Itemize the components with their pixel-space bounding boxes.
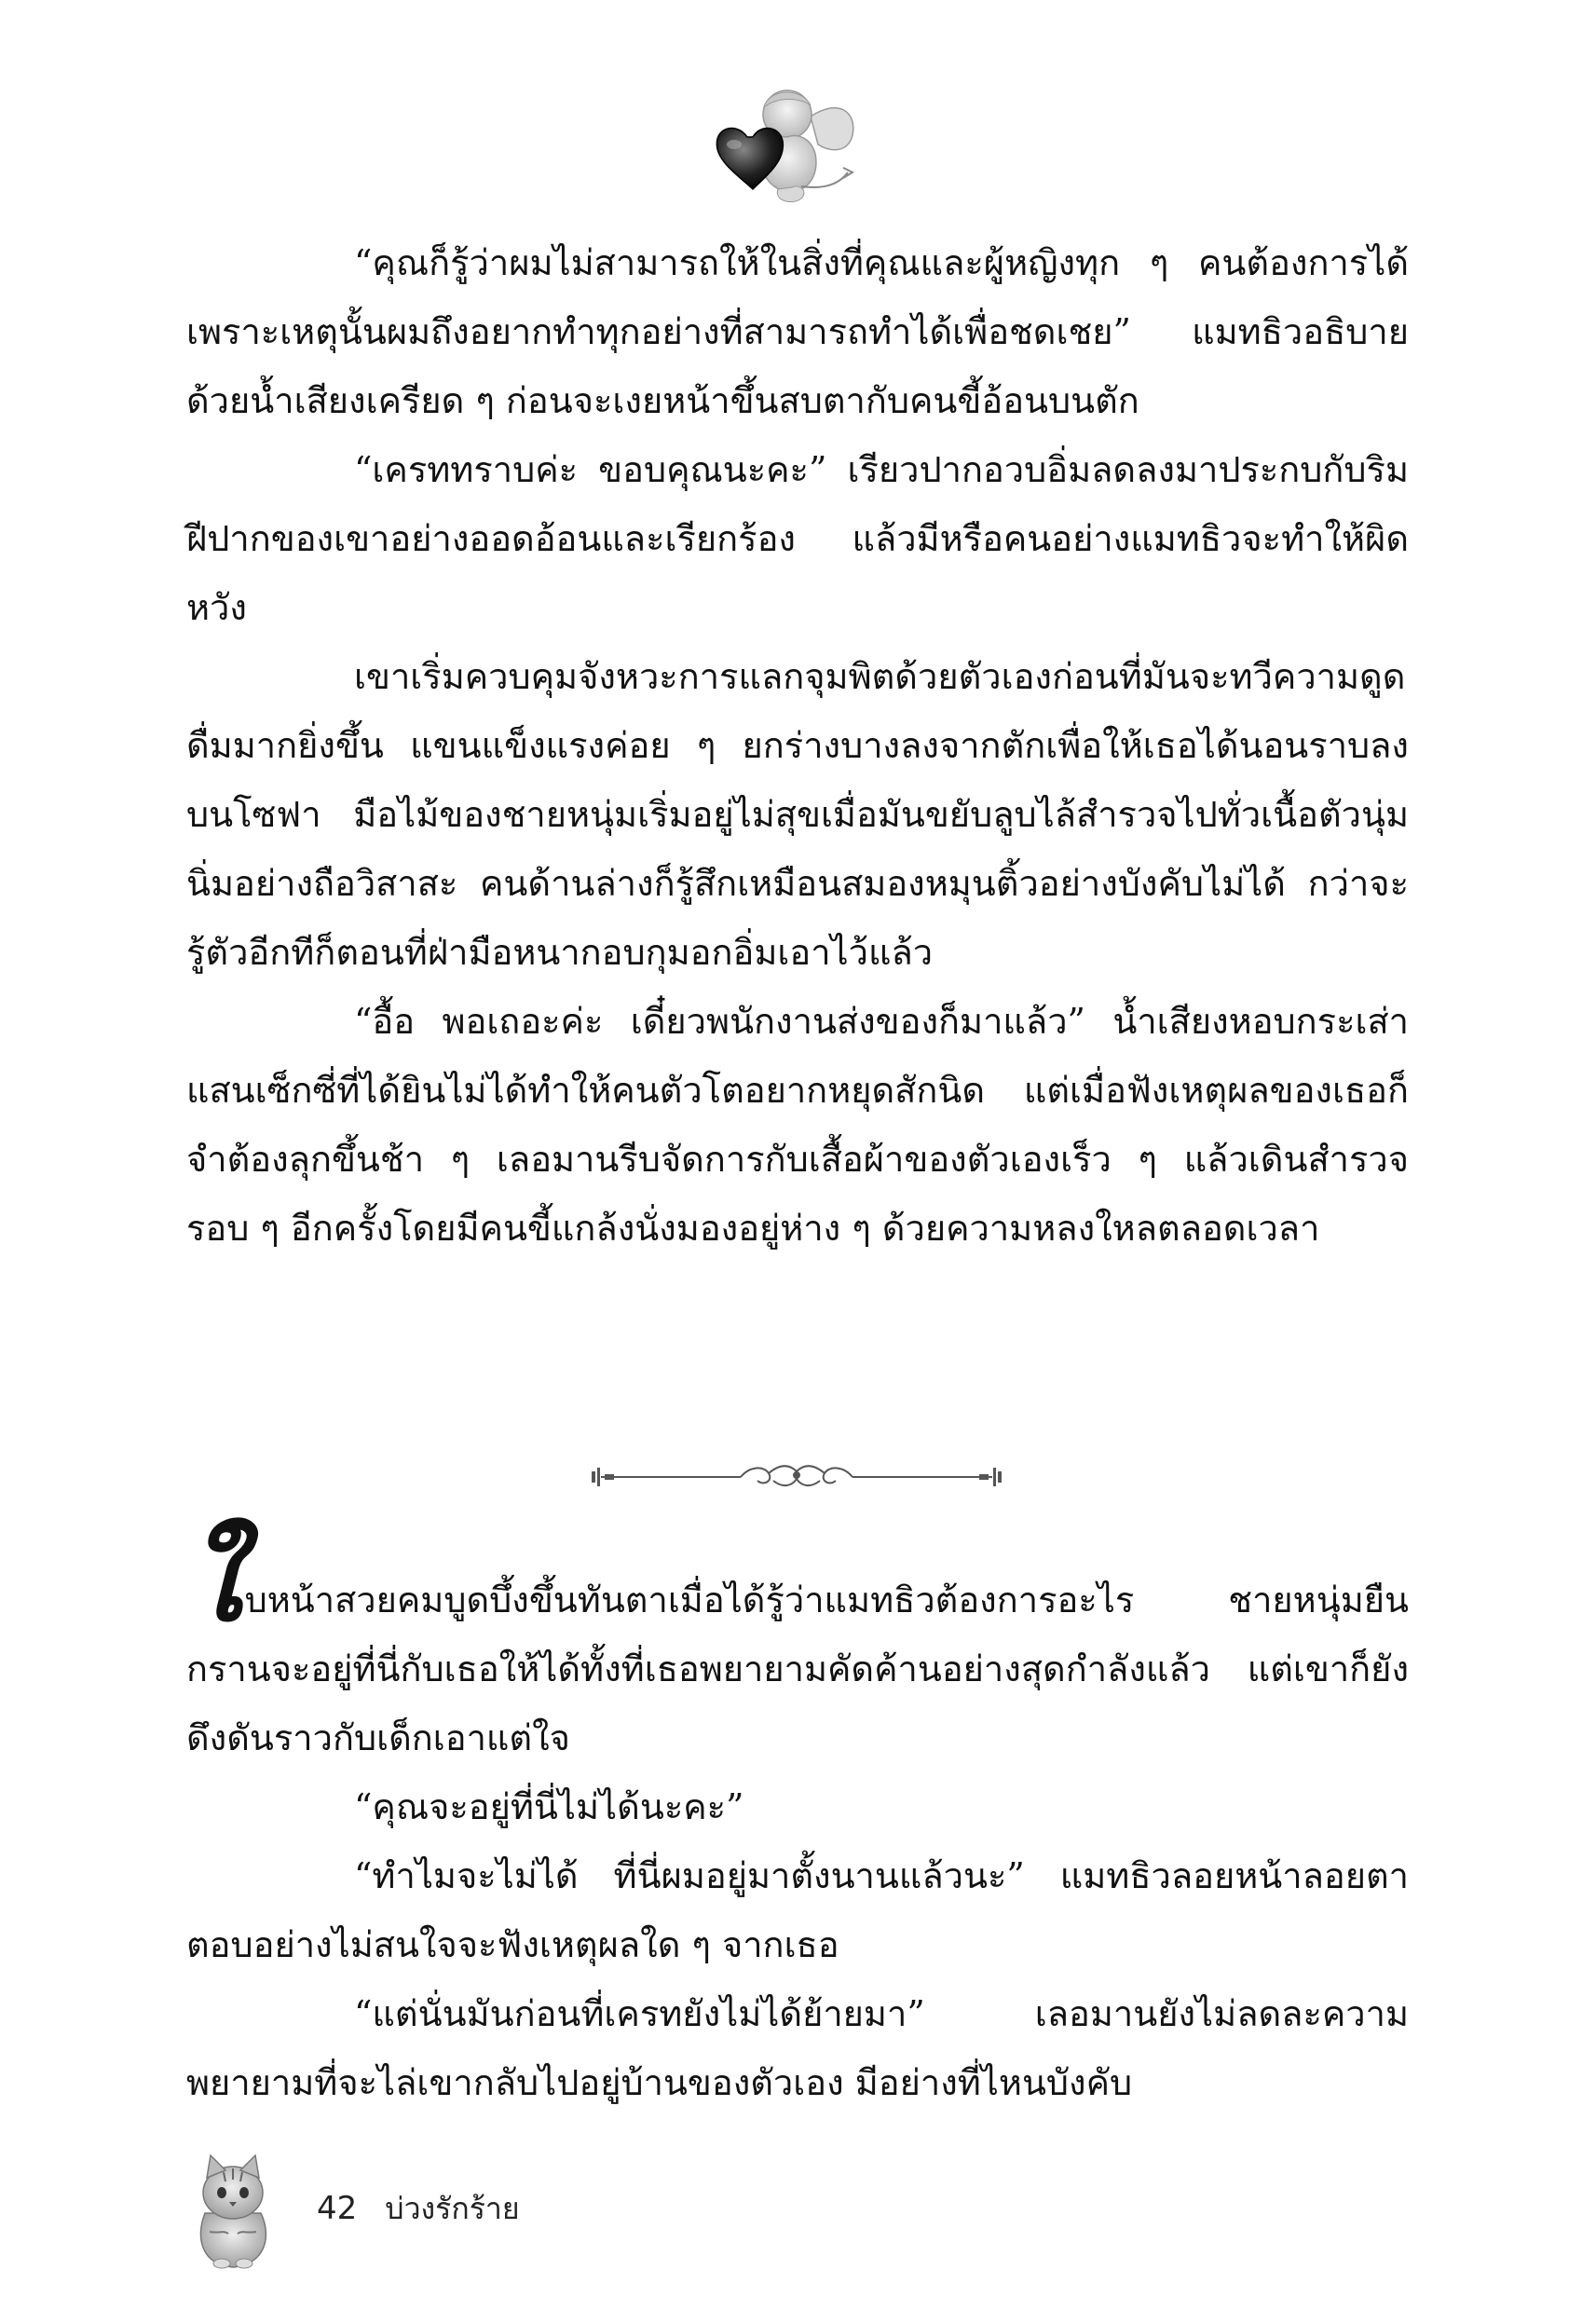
paragraph: “คุณจะอยู่ที่นี่ไม่ได้นะคะ” (354, 1786, 744, 1827)
kitten-icon (186, 2148, 280, 2269)
section-2-text (186, 1515, 1409, 2117)
ornamental-divider-icon (582, 1458, 1011, 1496)
book-title: บ่วงรักร้าย (385, 2190, 520, 2226)
drop-cap-letter: ใ (186, 1515, 241, 1647)
paragraph-with-dropcap (186, 1515, 1409, 1772)
page-footer (186, 2143, 520, 2274)
section-1-text (186, 228, 1409, 1263)
paragraph: “คุณก็รู้ว่าผมไม่สามารถให้ในสิ่งที่คุณและผู้หญิงทุก ๆ คนต้องการได้ เพราะเหตุนั้นผมถึงอยากทำทุกอย่างที่สามารถทำได้เพื่อชดเชย” แมทธิวอธิบายด้วยน้ำเสียงเครียด ๆ ก่อนจะเงยหน้าขึ้นสบตากับคนขี้อ้อนบนตัก (186, 242, 1409, 421)
page-number: 42 (317, 2190, 358, 2227)
paragraph: “อื้อ พอเถอะค่ะ เดี๋ยวพนักงานส่งของก็มาแล้ว” น้ำเสียงหอบกระเส่าแสนเซ็กซี่ที่ได้ยินไม่ได้ทำให้คนตัวโตอยากหยุดสักนิด แต่เมื่อฟังเหตุผลของเธอก็จำต้องลุกขึ้นช้า ๆ เลอมานรีบจัดการกับเสื้อผ้าของตัวเองเร็ว ๆ แล้วเดินสำรวจรอบ ๆ อีกครั้งโดยมีคนขี้แกล้งนั่งมองอยู่ห่าง ๆ ด้วยความหลงใหลตลอดเวลา (186, 1001, 1409, 1249)
paragraph: “แต่นั่นมันก่อนที่เครทยังไม่ได้ย้ายมา” เลอมานยังไม่ลดละความพยายามที่จะไล่เขากลับไปอยู่บ้านของตัวเอง มีอย่างที่ไหนบังคับ (186, 1993, 1409, 2103)
paragraph: เขาเริ่มควบคุมจังหวะการแลกจุมพิตด้วยตัวเองก่อนที่มันจะทวีความดูดดื่มมากยิ่งขึ้น แขนแข็งแรงค่อย ๆ ยกร่างบางลงจากตักเพื่อให้เธอได้นอนราบลงบนโซฟา มือไม้ของชายหนุ่มเริ่มอยู่ไม่สุขเมื่อมันขยับลูบไล้สำรวจไปทั่วเนื้อตัวนุ่มนิ่มอย่างถือวิสาสะ คนด้านล่างก็รู้สึกเหมือนสมองหมุนติ้วอย่างบังคับไม่ได้ กว่าจะรู้ตัวอีกทีก็ตอนที่ฝ่ามือหนากอบกุมอกอิ่มเอาไว้แล้ว (186, 656, 1409, 973)
paragraph: “เครททราบค่ะ ขอบคุณนะคะ” เรียวปากอวบอิ่มลดลงมาประกบกับริมฝีปากของเขาอย่างออดอ้อนและเรียกร้อง แล้วมีหรือคนอย่างแมทธิวจะทำให้ผิดหวัง (186, 449, 1409, 628)
paragraph-text: บหน้าสวยคมบูดบึ้งขึ้นทันตาเมื่อได้รู้ว่าแมทธิวต้องการอะไร ชายหนุ่มยืนกรานจะอยู่ที่นี่กับเธอให้ได้ทั้งที่เธอพยายามคัดค้านอย่างสุดกำลังแล้ว แต่เขาก็ยังดึงดันราวกับเด็กเอาแต่ใจ (186, 1579, 1409, 1758)
cupid-with-heart-icon (689, 79, 866, 210)
paragraph: “ทำไมจะไม่ได้ ที่นี่ผมอยู่มาตั้งนานแล้วนะ” แมทธิวลอยหน้าลอยตาตอบอย่างไม่สนใจจะฟังเหตุผลใด ๆ จากเธอ (186, 1855, 1409, 1965)
